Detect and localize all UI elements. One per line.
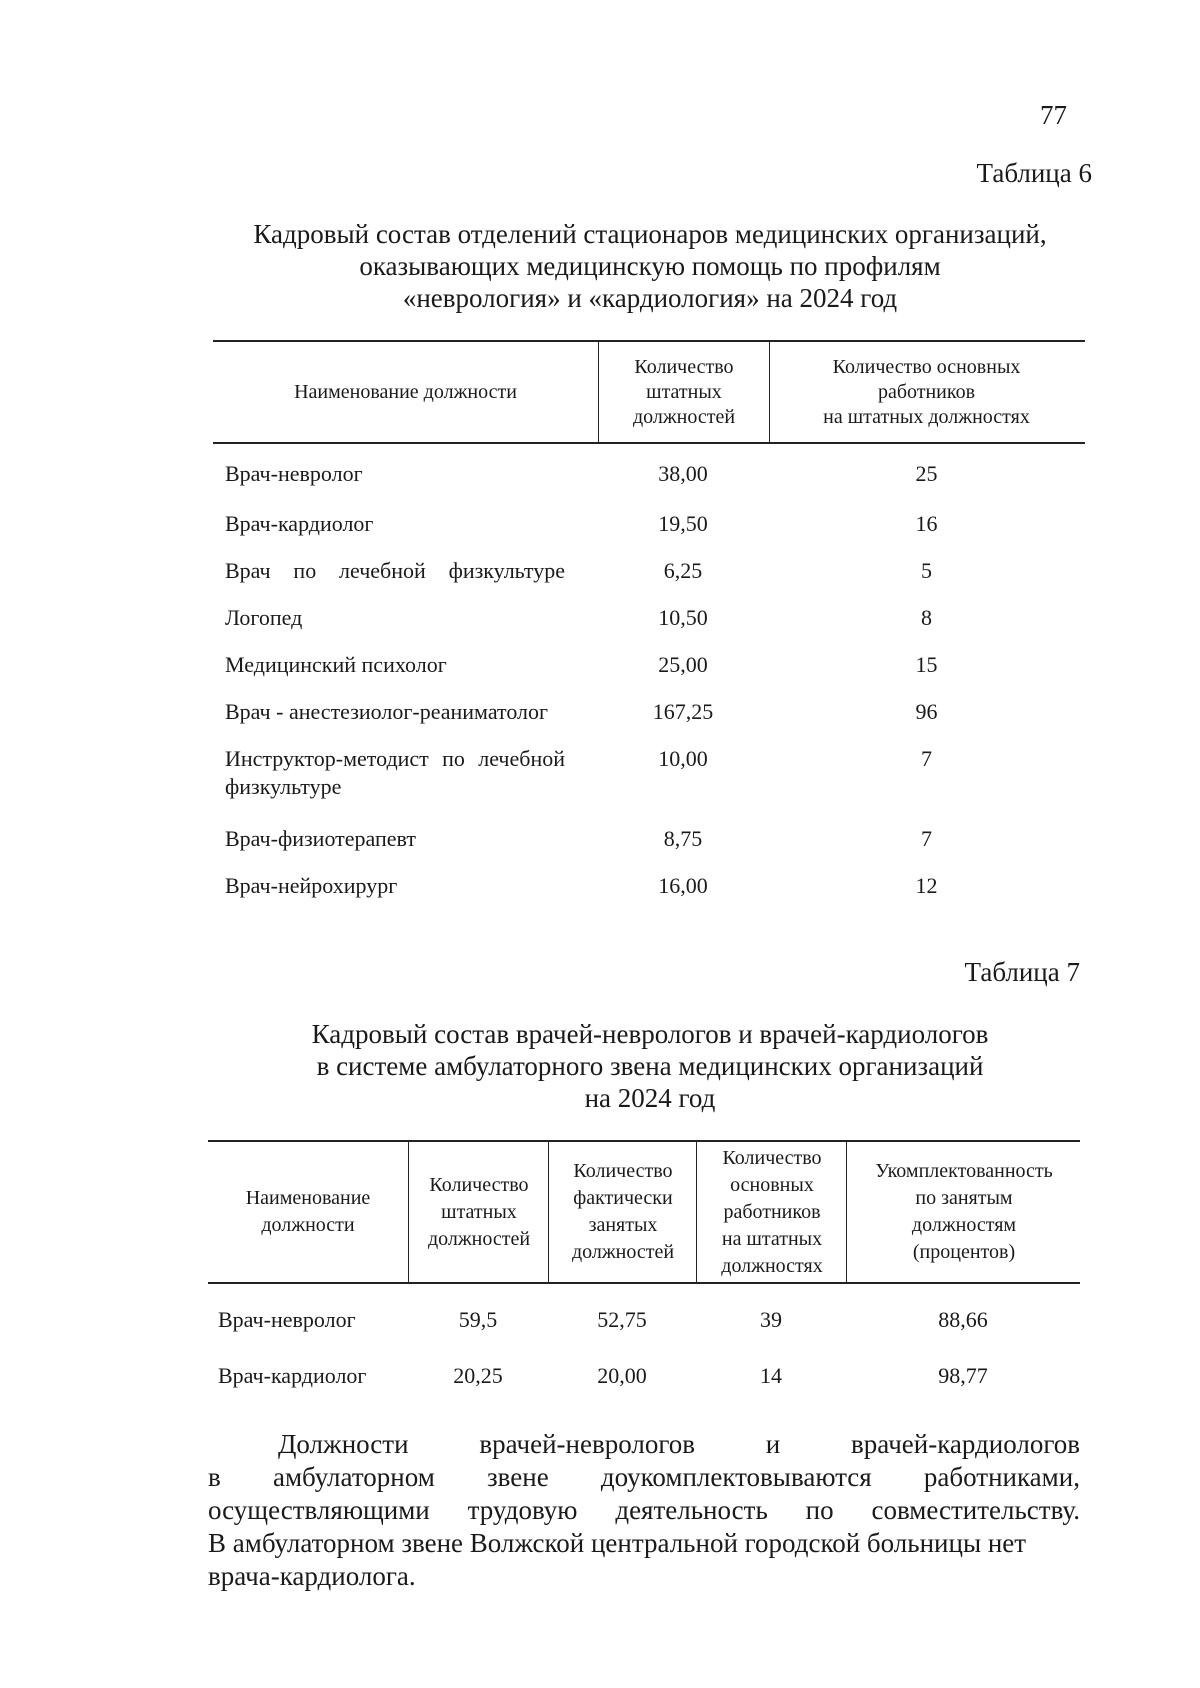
table6-header xyxy=(213,340,1085,444)
table7-header-workers: Количество основных работников на штатных должностях xyxy=(696,1142,847,1282)
paragraph-line: в амбулаторном звене доукомплектовываются работниками, xyxy=(208,1462,1080,1492)
body-paragraph xyxy=(208,1428,1080,1593)
table7-header-staff: Количество штатных должностей xyxy=(408,1142,549,1282)
table-row: Врач-невролог 59,5 52,75 39 88,66 xyxy=(218,1307,988,1332)
page-number: 77 xyxy=(1040,100,1067,130)
table7-header xyxy=(208,1140,1080,1284)
table-row: Медицинский психолог 25,00 15 xyxy=(225,652,938,677)
table-row: Логопед 10,50 8 xyxy=(225,605,932,630)
table7-title xyxy=(210,1018,1090,1114)
table7-title-line: на 2024 год xyxy=(584,1083,716,1113)
table6-header-workers: Количество основных работников на штатных должностях xyxy=(823,355,1030,428)
table-row: Врач - анестезиолог-реаниматолог 167,25 96 xyxy=(225,699,938,724)
table-row: Врач-физиотерапевт 8,75 7 xyxy=(225,826,932,851)
table-row: Врач по лечебной физкультуре 6,25 5 xyxy=(225,558,932,583)
table6-title-line: оказывающих медицинскую помощь по профилям xyxy=(359,251,941,281)
table7-header-occupied: Количество фактически занятых должностей xyxy=(548,1142,697,1282)
table7-header-staffing: Укомплектованность по занятым должностям (процентов) xyxy=(846,1142,1081,1282)
table-row: Инструктор-методист по лечебной физкультуре 10,00 7 xyxy=(225,746,932,799)
table-row: Врач-кардиолог 20,25 20,00 14 98,77 xyxy=(218,1363,988,1388)
table7-caption: Таблица 7 xyxy=(964,957,1080,987)
table6-title xyxy=(200,218,1100,314)
table7-title-line: Кадровый состав врачей-неврологов и врачей-кардиологов xyxy=(311,1019,989,1049)
table6-header-staff: Количество штатных должностей xyxy=(598,342,770,442)
table-row: Врач-кардиолог 19,50 16 xyxy=(225,511,938,536)
paragraph-line: В амбулаторном звене Волжской центральной городской больницы нет xyxy=(208,1528,1027,1558)
paragraph-line: осуществляющими трудовую деятельность по совместительству. xyxy=(208,1495,1080,1525)
table7-body xyxy=(208,1306,1080,1418)
table-row: Врач-нейрохирург 16,00 12 xyxy=(225,873,938,898)
table6-body xyxy=(213,460,1085,912)
table6-title-line: «неврология» и «кардиология» на 2024 год xyxy=(402,283,898,313)
table6-title-line: Кадровый состав отделений стационаров медицинских организаций, xyxy=(253,219,1047,249)
table7-title-line: в системе амбулаторного звена медицинских организаций xyxy=(316,1051,984,1081)
table6-header-position: Наименование должности xyxy=(294,380,517,403)
paragraph-line: врача-кардиолога. xyxy=(208,1561,416,1591)
table7-header-position: Наименование должности xyxy=(245,1187,371,1236)
table6-caption: Таблица 6 xyxy=(976,158,1092,188)
paragraph-line: Должности врачей-неврологов и врачей-кардиологов xyxy=(278,1429,1080,1459)
table-row: Врач-невролог 38,00 25 xyxy=(225,461,938,486)
